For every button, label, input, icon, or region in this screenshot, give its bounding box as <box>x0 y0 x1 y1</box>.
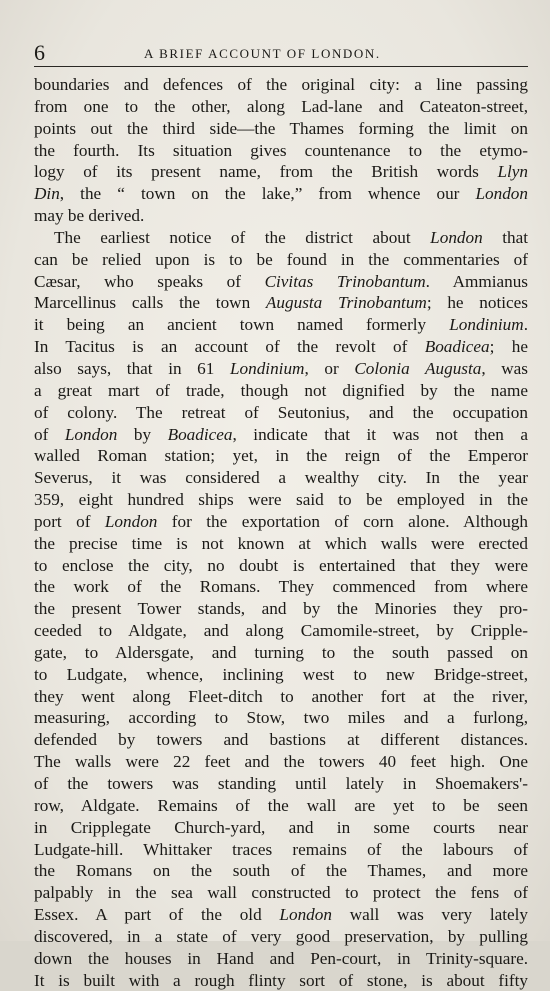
text-line: they went along Fleet-ditch to another fort at the river, <box>34 686 528 706</box>
text-line: port of London for the exportation of corn alone. Although <box>34 511 529 531</box>
text-line: In Tacitus is an account of the revolt of Boadicea; he <box>34 337 529 357</box>
text-line: measuring, according to Stow, two miles and a furlong, <box>34 708 528 728</box>
text-line: Essex. A part of the old London wall was very lately <box>34 905 528 925</box>
text-line: the Romans on the south of the Thames, and more <box>34 861 528 881</box>
text-line: walled Roman station; yet, in the reign of the Emperor <box>34 446 528 466</box>
text-line: Marcellinus calls the town Augusta Trinobantum; he notices <box>34 293 528 313</box>
text-line: the precise time is not known at which walls were erected <box>34 533 528 553</box>
text-line: the work of the Romans. They commenced from where <box>34 577 528 597</box>
text-line: ceeded to Aldgate, and along Camomile-street, by Cripple- <box>34 621 528 641</box>
italic-term: London <box>279 905 332 925</box>
text-line: Ludgate-hill. Whittaker traces remains of the labours of <box>34 839 528 859</box>
text-line: may be derived. <box>34 206 145 226</box>
running-head <box>34 40 530 66</box>
italic-term: Colonia Augusta <box>354 358 482 378</box>
text-line: Cæsar, who speaks of Civitas Trinobantum. Ammianus <box>34 271 528 291</box>
text-line: also says, that in 61 Londinium, or Colonia Augusta, was <box>34 358 528 378</box>
text-line: The walls were 22 feet and the towers 40 feet high. One <box>34 752 528 772</box>
running-title: A BRIEF ACCOUNT OF LONDON. <box>144 46 381 61</box>
text-line: The earliest notice of the district about London that <box>54 227 528 247</box>
text-line: points out the third side—the Thames forming the limit on <box>34 118 528 138</box>
text-line: the present Tower stands, and by the Minories they pro- <box>34 599 528 619</box>
text-line: defended by towers and bastions at different distances. <box>34 730 528 750</box>
text-line: to Ludgate, whence, inclining west to new Bridge-street, <box>34 664 528 684</box>
italic-term: Londinium <box>229 358 305 378</box>
italic-term: Augusta Trinobantum <box>265 293 427 313</box>
text-line: Severus, it was considered a wealthy city. In the year <box>34 468 528 488</box>
text-line: palpably in the sea wall constructed to protect the fens of <box>34 883 528 903</box>
italic-term: Londinium <box>449 315 524 335</box>
text-line: in Cripplegate Church-yard, and in some courts near <box>34 817 528 837</box>
text-line: logy of its present name, from the British words Llyn <box>34 162 528 182</box>
italic-term: Civitas Trinobantum <box>264 271 426 291</box>
text-line: boundaries and defences of the original city: a line passing <box>34 75 528 94</box>
text-line: It is built with a rough flinty sort of stone, is about fifty <box>34 970 528 990</box>
italic-term: London <box>430 227 483 247</box>
text-line: 359, eight hundred ships were said to be employed in the <box>34 490 528 510</box>
text-line: from one to the other, along Lad-lane and Cateaton-street, <box>34 96 528 116</box>
text-line: the fourth. Its situation gives countenance to the etymo- <box>34 140 528 160</box>
text-line: of colony. The retreat of Seutonius, and the occupation <box>34 402 528 422</box>
text-line: row, Aldgate. Remains of the wall are yet to be seen <box>34 795 528 815</box>
body-text <box>34 74 528 991</box>
text-line: can be relied upon is to be found in the commentaries of <box>34 249 528 269</box>
italic-term: Boadicea <box>424 337 490 357</box>
page-number: 6 <box>34 40 45 65</box>
italic-term: London <box>104 511 158 531</box>
text-line: gate, to Aldersgate, and turning to the south passed on <box>34 642 528 662</box>
text-line: a great mart of trade, though not dignified by the name <box>34 380 528 400</box>
text-line: of the towers was standing until lately in Shoemakers'- <box>34 774 528 793</box>
italic-term: Boadicea <box>167 424 233 444</box>
italic-term: London <box>475 184 528 204</box>
italic-term: Din <box>34 184 60 204</box>
text-line: Din, the “ town on the lake,” from whence our London <box>34 184 528 204</box>
italic-term: London <box>64 424 118 444</box>
text-line: of London by Boadicea, indicate that it was not then a <box>34 424 528 444</box>
text-line: it being an ancient town named formerly Londinium. <box>34 315 528 335</box>
italic-term: Llyn <box>497 162 528 182</box>
header-rule <box>34 66 528 67</box>
text-line: to enclose the city, no doubt is entertained that they were <box>34 555 528 575</box>
text-line: down the houses in Hand and Pen-court, in Trinity-square. <box>34 948 528 968</box>
text-line: discovered, in a state of very good preservation, by pulling <box>34 926 528 946</box>
